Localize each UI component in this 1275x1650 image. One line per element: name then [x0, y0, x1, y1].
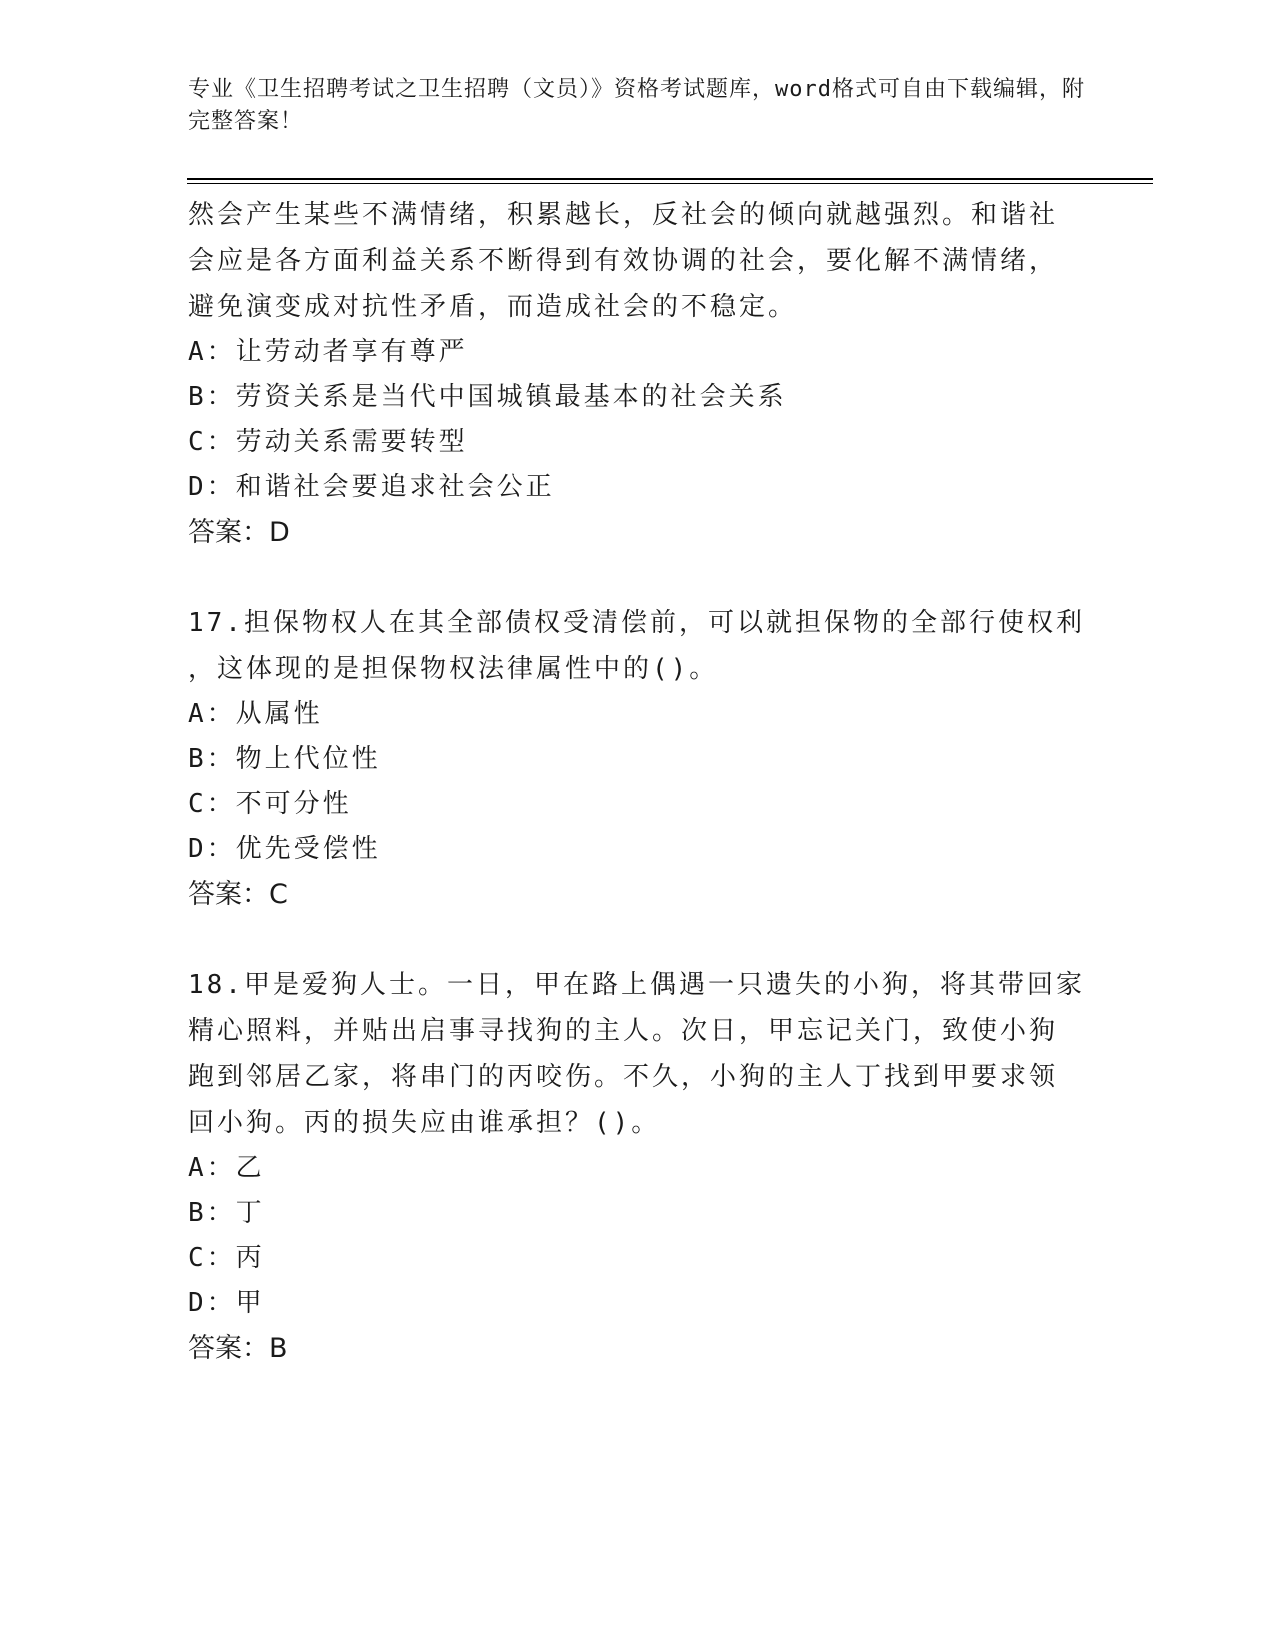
option-d: D：优先受偿性: [188, 834, 381, 864]
header-rule-thin: [187, 183, 1153, 184]
header-text: 专业《卫生招聘考试之卫生招聘（文员）》资格考试题库，word格式可自由下载编辑，附完整答案！: [188, 77, 1085, 134]
option-d: D：甲: [188, 1288, 265, 1318]
option-c: C：劳动关系需要转型: [188, 427, 468, 457]
question-text-line: 会应是各方面利益关系不断得到有效协调的社会，要化解不满情绪，: [188, 246, 1059, 276]
question-text-line: 回小狗。丙的损失应由谁承担？()。: [188, 1108, 661, 1138]
question-text-line: 避免演变成对抗性矛盾，而造成社会的不稳定。: [188, 292, 798, 322]
option-a: A：从属性: [188, 699, 323, 729]
question-18: [188, 962, 1088, 1372]
option-b: B：物上代位性: [188, 744, 381, 774]
option-c: C：不可分性: [188, 789, 352, 819]
option-b: B：丁: [188, 1198, 265, 1228]
question-text-line: ，这体现的是担保物权法律属性中的()。: [188, 654, 719, 684]
question-text-line: 然会产生某些不满情绪，积累越长，反社会的倾向就越强烈。和谐社: [188, 200, 1059, 230]
option-a: A：让劳动者享有尊严: [188, 337, 468, 367]
question-text-line: 跑到邻居乙家，将串门的丙咬伤。不久，小狗的主人丁找到甲要求领: [188, 1062, 1059, 1092]
answer: 答案：D: [188, 517, 290, 548]
document-body: [188, 192, 1088, 1372]
document-header: [188, 74, 1088, 138]
answer: 答案：C: [188, 879, 288, 910]
question-16-continuation: [188, 192, 1088, 556]
answer: 答案：B: [188, 1333, 288, 1364]
question-17: [188, 600, 1088, 918]
option-d: D：和谐社会要追求社会公正: [188, 472, 555, 502]
option-c: C：丙: [188, 1243, 265, 1273]
question-text-line: 精心照料，并贴出启事寻找狗的主人。次日，甲忘记关门，致使小狗: [188, 1016, 1059, 1046]
question-text-line: 17.担保物权人在其全部债权受清偿前，可以就担保物的全部行使权利: [188, 608, 1085, 638]
question-text-line: 18.甲是爱狗人士。一日，甲在路上偶遇一只遗失的小狗，将其带回家: [188, 970, 1085, 1000]
option-a: A：乙: [188, 1153, 265, 1183]
option-b: B：劳资关系是当代中国城镇最基本的社会关系: [188, 382, 787, 412]
header-rule-thick: [187, 178, 1153, 180]
